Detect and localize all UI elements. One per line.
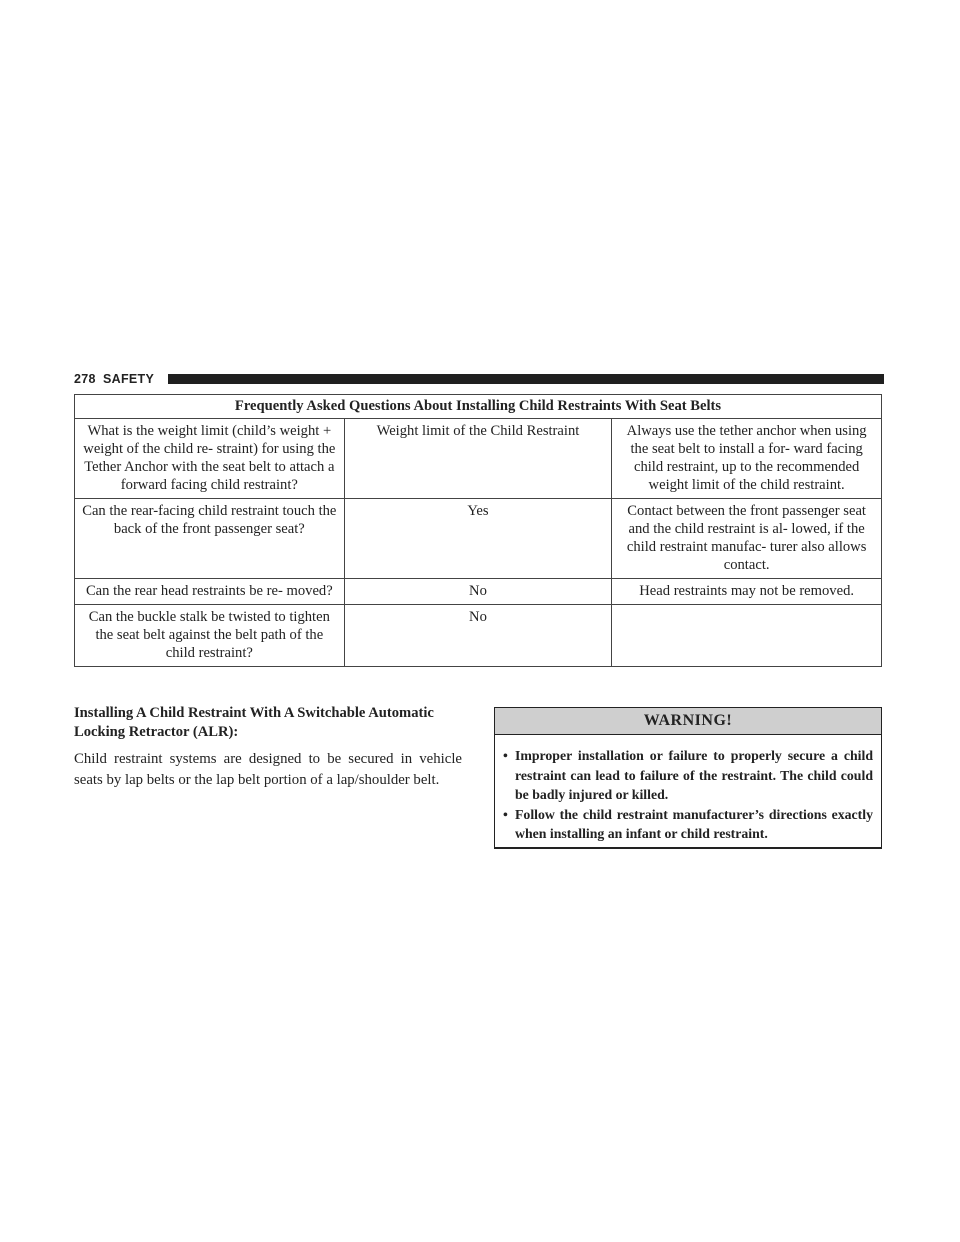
- faq-question: Can the rear-facing child restraint touch the back of the front passenger seat?: [75, 499, 345, 579]
- warning-box: [494, 707, 882, 849]
- faq-note: Always use the tether anchor when using the seat belt to install a for- ward facing child restraint, up to the recommended weight limit of the child restraint.: [612, 419, 882, 499]
- warning-list: [495, 735, 881, 844]
- table-row: [75, 605, 882, 667]
- faq-question: Can the rear head restraints be re- moved?: [75, 579, 345, 605]
- section-name: SAFETY: [103, 372, 155, 386]
- faq-answer: Yes: [344, 499, 612, 579]
- faq-note: [612, 605, 882, 667]
- faq-table: [74, 394, 882, 667]
- page-header: [74, 372, 884, 386]
- bullet-icon: •: [503, 748, 508, 763]
- warning-item-text: Improper installation or failure to properly secure a child restraint can lead to failure of the restraint. The child could be badly injured or killed.: [515, 748, 873, 802]
- warning-item: [503, 746, 873, 805]
- table-row: [75, 579, 882, 605]
- page-number: 278: [74, 372, 96, 386]
- table-row: [75, 499, 882, 579]
- faq-table-title: Frequently Asked Questions About Installing Child Restraints With Seat Belts: [75, 395, 882, 419]
- faq-note: Head restraints may not be removed.: [612, 579, 882, 605]
- section-heading: Installing A Child Restraint With A Switchable Automatic Locking Retractor (ALR):: [74, 705, 434, 740]
- faq-table-header-row: [75, 395, 882, 419]
- faq-note: Contact between the front passenger seat and the child restraint is al- lowed, if the child restraint manufac- turer also allows contact.: [612, 499, 882, 579]
- bullet-icon: •: [503, 806, 508, 822]
- faq-question: What is the weight limit (child’s weight + weight of the child re- straint) for using the Tether Anchor with the seat belt to attach a forward facing child restraint?: [75, 419, 345, 499]
- body-paragraph: Child restraint systems are designed to be secured in vehicle seats by lap belts or the lap belt portion of a lap/shoulder belt.: [74, 751, 462, 788]
- warning-item-text: Follow the child restraint manufacturer’s directions exactly when installing an infant or child restraint.: [515, 806, 873, 841]
- faq-answer: No: [344, 605, 612, 667]
- warning-item: [503, 805, 873, 844]
- faq-answer: No: [344, 579, 612, 605]
- table-row: [75, 419, 882, 499]
- faq-question: Can the buckle stalk be twisted to tighten the seat belt against the belt path of the child restraint?: [75, 605, 345, 667]
- header-rule: [168, 374, 884, 384]
- faq-answer: Weight limit of the Child Restraint: [344, 419, 612, 499]
- warning-title: WARNING!: [495, 708, 881, 735]
